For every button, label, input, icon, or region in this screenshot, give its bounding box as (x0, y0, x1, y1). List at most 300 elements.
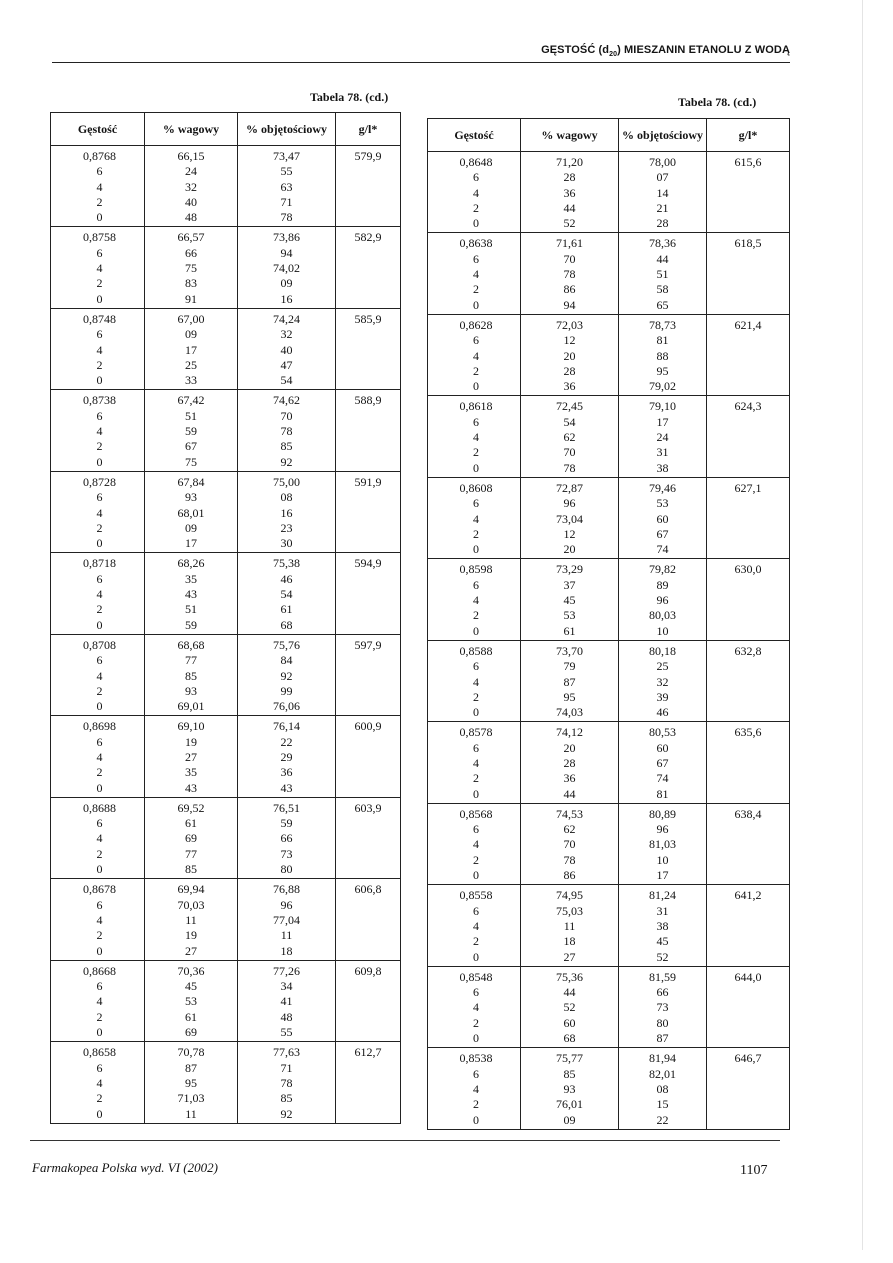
cell-value: 67,42 (177, 393, 205, 408)
column-header-density: Gęstość (51, 113, 145, 146)
cell-value: 52 (656, 949, 669, 964)
cell-value: 6 (96, 164, 103, 179)
cell-value: 618,5 (734, 236, 762, 251)
cell-value: 28 (563, 755, 576, 770)
cell-value: 28 (656, 216, 669, 231)
column-header-grams-per-litre: g/l* (336, 113, 401, 146)
grams-per-litre-cell (336, 146, 401, 227)
cell-value: 0,8568 (459, 806, 493, 821)
cell-value: 70 (280, 408, 293, 423)
cell-value: 80,03 (649, 608, 676, 623)
cell-value: 36 (280, 765, 293, 780)
cell-value: 78 (280, 210, 293, 225)
cell-value: 89 (656, 577, 669, 592)
cell-value: 6 (96, 1060, 103, 1075)
cell-value: 4 (473, 755, 479, 770)
cell-value: 0,8608 (459, 480, 493, 495)
cell-value: 74 (656, 542, 669, 557)
volume-percent-cell (238, 471, 336, 552)
cell-value: 597,9 (354, 637, 382, 652)
cell-value: 12 (563, 526, 576, 541)
table-row (428, 477, 790, 558)
cell-value: 71,61 (556, 236, 583, 251)
cell-value: 15 (656, 1097, 669, 1112)
cell-value: 95 (656, 363, 669, 378)
volume-percent-cell (619, 477, 707, 558)
cell-value: 66 (185, 245, 197, 260)
cell-value: 68,26 (177, 556, 205, 571)
cell-value: 20 (563, 348, 576, 363)
cell-value: 2 (473, 526, 479, 541)
column-header-volume-percent: % objętościowy (619, 119, 707, 152)
cell-value: 38 (656, 918, 669, 933)
weight-percent-cell (145, 716, 238, 797)
cell-value: 0 (473, 1112, 479, 1127)
cell-value: 18 (280, 943, 293, 958)
cell-value: 80,89 (649, 806, 676, 821)
cell-value: 79,82 (649, 562, 676, 577)
cell-value: 48 (280, 1009, 293, 1024)
table-row (428, 233, 790, 314)
cell-value: 61 (185, 816, 197, 831)
cell-value: 53 (563, 608, 576, 623)
cell-value: 6 (96, 734, 103, 749)
cell-value: 2 (473, 1015, 479, 1030)
cell-value: 2 (96, 765, 103, 780)
grams-per-litre-cell (707, 477, 790, 558)
cell-value: 85 (185, 668, 197, 683)
cell-value: 2 (473, 445, 479, 460)
cell-value: 45 (563, 593, 576, 608)
cell-value: 59 (185, 424, 197, 439)
cell-value: 73,04 (556, 511, 583, 526)
cell-value: 87 (185, 1060, 197, 1075)
weight-percent-cell (145, 471, 238, 552)
cell-value: 75,03 (556, 903, 583, 918)
cell-value: 36 (563, 379, 576, 394)
cell-value: 96 (563, 496, 576, 511)
cell-value: 2 (96, 602, 103, 617)
table-row (428, 559, 790, 640)
cell-value: 93 (563, 1081, 576, 1096)
cell-value: 47 (280, 357, 293, 372)
cell-value: 0,8598 (459, 562, 493, 577)
cell-value: 28 (563, 170, 576, 185)
cell-value: 69,01 (177, 699, 205, 714)
table-row (51, 960, 401, 1041)
weight-percent-cell (521, 152, 619, 233)
cell-value: 88 (656, 348, 669, 363)
cell-value: 72,03 (556, 317, 583, 332)
scan-edge (862, 0, 863, 1250)
cell-value: 61 (563, 623, 576, 638)
weight-percent-cell (145, 879, 238, 960)
density-cell (51, 960, 145, 1041)
cell-value: 17 (185, 536, 197, 551)
cell-value: 69 (185, 1025, 197, 1040)
cell-value: 0 (96, 373, 103, 388)
volume-percent-cell (619, 1048, 707, 1129)
density-cell (428, 966, 521, 1047)
cell-value: 0,8688 (83, 800, 116, 815)
cell-value: 4 (96, 424, 103, 439)
cell-value: 0,8678 (83, 882, 116, 897)
table-row (51, 1042, 401, 1123)
cell-value: 4 (96, 505, 103, 520)
weight-percent-cell (145, 390, 238, 471)
density-cell (428, 803, 521, 884)
cell-value: 27 (185, 943, 197, 958)
cell-value: 75,38 (273, 556, 300, 571)
weight-percent-cell (521, 477, 619, 558)
cell-value: 95 (563, 689, 576, 704)
cell-value: 0 (96, 454, 103, 469)
cell-value: 45 (185, 979, 197, 994)
cell-value: 0,8628 (459, 317, 493, 332)
cell-value: 6 (96, 571, 103, 586)
cell-value: 2 (473, 934, 479, 949)
cell-value: 81,24 (649, 888, 676, 903)
cell-value: 638,4 (734, 806, 762, 821)
density-cell (428, 314, 521, 395)
cell-value: 0 (473, 216, 479, 231)
cell-value: 0,8538 (459, 1051, 493, 1066)
grams-per-litre-cell (707, 803, 790, 884)
cell-value: 60 (563, 1015, 576, 1030)
cell-value: 45 (656, 934, 669, 949)
cell-value: 93 (185, 490, 197, 505)
cell-value: 32 (185, 179, 197, 194)
cell-value: 73 (656, 1000, 669, 1015)
table-row (51, 879, 401, 960)
cell-value: 60 (656, 511, 669, 526)
density-cell (428, 152, 521, 233)
cell-value: 44 (563, 786, 576, 801)
cell-value: 70 (563, 837, 576, 852)
volume-percent-cell (238, 390, 336, 471)
cell-value: 632,8 (734, 643, 762, 658)
cell-value: 67,84 (177, 474, 205, 489)
cell-value: 70,78 (177, 1045, 205, 1060)
weight-percent-cell (145, 797, 238, 878)
cell-value: 0,8758 (83, 230, 116, 245)
cell-value: 621,4 (734, 317, 762, 332)
cell-value: 10 (656, 852, 669, 867)
footer-rule (30, 1140, 780, 1141)
cell-value: 11 (185, 912, 197, 927)
cell-value: 67 (656, 755, 669, 770)
cell-value: 96 (656, 593, 669, 608)
grams-per-litre-cell (707, 396, 790, 477)
cell-value: 28 (563, 363, 576, 378)
cell-value: 46 (656, 705, 669, 720)
cell-value: 22 (656, 1112, 669, 1127)
cell-value: 24 (656, 430, 669, 445)
cell-value: 84 (280, 653, 293, 668)
table-row (51, 471, 401, 552)
volume-percent-cell (619, 640, 707, 721)
density-cell (428, 396, 521, 477)
cell-value: 96 (280, 897, 293, 912)
cell-value: 77,04 (273, 912, 300, 927)
cell-value: 52 (563, 1000, 576, 1015)
cell-value: 17 (656, 868, 669, 883)
cell-value: 0,8728 (83, 474, 116, 489)
cell-value: 70 (563, 445, 576, 460)
table-row (51, 146, 401, 227)
weight-percent-cell (521, 803, 619, 884)
cell-value: 31 (656, 903, 669, 918)
volume-percent-cell (619, 966, 707, 1047)
cell-value: 75 (185, 454, 197, 469)
cell-value: 6 (473, 903, 479, 918)
cell-value: 36 (563, 771, 576, 786)
cell-value: 6 (96, 653, 103, 668)
weight-percent-cell (145, 1042, 238, 1123)
cell-value: 2 (473, 1097, 479, 1112)
cell-value: 612,7 (354, 1045, 382, 1060)
cell-value: 29 (280, 749, 293, 764)
cell-value: 53 (185, 994, 197, 1009)
table-caption-left: Tabela 78. (cd.) (310, 90, 389, 104)
cell-value: 78 (563, 460, 576, 475)
cell-value: 0 (473, 460, 479, 475)
cell-value: 2 (96, 1091, 103, 1106)
table-row (428, 640, 790, 721)
cell-value: 73,47 (273, 149, 300, 163)
density-cell (51, 716, 145, 797)
cell-value: 27 (563, 949, 576, 964)
density-cell (51, 471, 145, 552)
weight-percent-cell (145, 227, 238, 308)
cell-value: 70,03 (177, 897, 205, 912)
cell-value: 0 (473, 623, 479, 638)
density-cell (428, 885, 521, 966)
table-row (428, 803, 790, 884)
cell-value: 91 (185, 291, 197, 306)
cell-value: 78,36 (649, 236, 676, 251)
page-number: 1107 (740, 1163, 768, 1178)
cell-value: 6 (473, 822, 479, 837)
cell-value: 43 (185, 780, 197, 795)
weight-percent-cell (521, 314, 619, 395)
cell-value: 4 (473, 1000, 479, 1015)
cell-value: 60 (656, 740, 669, 755)
table-row (428, 885, 790, 966)
table-row (428, 396, 790, 477)
table-row (428, 966, 790, 1047)
cell-value: 0 (96, 291, 103, 306)
cell-value: 2 (96, 846, 103, 861)
grams-per-litre-cell (707, 233, 790, 314)
volume-percent-cell (619, 314, 707, 395)
cell-value: 94 (563, 297, 576, 312)
cell-value: 35 (185, 571, 197, 586)
density-table-right (427, 118, 790, 1130)
cell-value: 2 (96, 357, 103, 372)
cell-value: 96 (656, 822, 669, 837)
cell-value: 4 (96, 587, 103, 602)
cell-value: 70 (563, 251, 576, 266)
grams-per-litre-cell (336, 797, 401, 878)
cell-value: 81,59 (649, 969, 676, 984)
density-cell (428, 722, 521, 803)
cell-value: 624,3 (734, 399, 762, 414)
cell-value: 09 (563, 1112, 576, 1127)
column-header-density: Gęstość (428, 119, 521, 152)
cell-value: 30 (280, 536, 293, 551)
cell-value: 85 (185, 862, 197, 877)
grams-per-litre-cell (707, 885, 790, 966)
cell-value: 39 (656, 689, 669, 704)
cell-value: 6 (473, 496, 479, 511)
cell-value: 74,95 (556, 888, 583, 903)
table-row (51, 716, 401, 797)
cell-value: 53 (656, 496, 669, 511)
column-header-volume-percent: % objętościowy (238, 113, 336, 146)
cell-value: 61 (185, 1009, 197, 1024)
table-row (428, 1048, 790, 1129)
volume-percent-cell (238, 553, 336, 634)
cell-value: 68 (280, 617, 293, 632)
cell-value: 0,8638 (459, 236, 493, 251)
cell-value: 43 (280, 780, 293, 795)
cell-value: 85 (280, 1091, 293, 1106)
density-cell (428, 233, 521, 314)
density-cell (51, 227, 145, 308)
cell-value: 76,88 (273, 882, 300, 897)
cell-value: 4 (96, 261, 103, 276)
cell-value: 85 (280, 439, 293, 454)
cell-value: 0 (96, 699, 103, 714)
cell-value: 31 (656, 445, 669, 460)
cell-value: 6 (473, 414, 479, 429)
cell-value: 6 (473, 577, 479, 592)
cell-value: 66,57 (177, 230, 205, 245)
cell-value: 78 (280, 424, 293, 439)
cell-value: 4 (96, 668, 103, 683)
cell-value: 68 (563, 1031, 576, 1046)
cell-value: 69 (185, 831, 197, 846)
cell-value: 76,01 (556, 1097, 583, 1112)
cell-value: 0,8658 (83, 1045, 116, 1060)
cell-value: 0 (96, 536, 103, 551)
table-row (428, 152, 790, 233)
cell-value: 62 (563, 822, 576, 837)
cell-value: 630,0 (734, 562, 762, 577)
cell-value: 81 (656, 786, 669, 801)
volume-percent-cell (619, 803, 707, 884)
cell-value: 69,52 (177, 800, 205, 815)
cell-value: 83 (185, 276, 197, 291)
cell-value: 77 (185, 653, 197, 668)
cell-value: 6 (473, 251, 479, 266)
cell-value: 19 (185, 928, 197, 943)
cell-value: 36 (563, 185, 576, 200)
cell-value: 34 (280, 979, 293, 994)
cell-value: 6 (96, 408, 103, 423)
cell-value: 0,8578 (459, 725, 493, 740)
cell-value: 24 (185, 164, 197, 179)
cell-value: 74,53 (556, 806, 583, 821)
density-cell (51, 146, 145, 227)
cell-value: 0,8618 (459, 399, 493, 414)
cell-value: 75,76 (273, 637, 300, 652)
grams-per-litre-cell (336, 716, 401, 797)
cell-value: 4 (96, 912, 103, 927)
footer-source: Farmakopea Polska wyd. VI (2002) (32, 1160, 218, 1175)
cell-value: 35 (185, 765, 197, 780)
cell-value: 582,9 (354, 230, 382, 245)
cell-value: 4 (473, 511, 479, 526)
cell-value: 635,6 (734, 725, 762, 740)
cell-value: 0,8588 (459, 643, 493, 658)
cell-value: 40 (280, 342, 293, 357)
cell-value: 6 (96, 816, 103, 831)
density-table-left (50, 112, 401, 1124)
cell-value: 08 (280, 490, 293, 505)
cell-value: 4 (473, 674, 479, 689)
column-header-weight-percent: % wagowy (521, 119, 619, 152)
cell-value: 74,24 (273, 311, 300, 326)
cell-value: 43 (185, 587, 197, 602)
weight-percent-cell (145, 960, 238, 1041)
cell-value: 79,10 (649, 399, 676, 414)
cell-value: 75,77 (556, 1051, 583, 1066)
cell-value: 17 (656, 414, 669, 429)
cell-value: 585,9 (354, 311, 382, 326)
weight-percent-cell (145, 634, 238, 715)
cell-value: 4 (473, 185, 479, 200)
weight-percent-cell (521, 233, 619, 314)
cell-value: 77,26 (273, 963, 300, 978)
cell-value: 80 (280, 862, 293, 877)
cell-value: 74,02 (273, 261, 300, 276)
cell-value: 6 (473, 1066, 479, 1081)
grams-per-litre-cell (336, 390, 401, 471)
cell-value: 4 (473, 267, 479, 282)
density-cell (428, 1048, 521, 1129)
cell-value: 81,03 (649, 837, 676, 852)
cell-value: 0,8718 (83, 556, 116, 571)
cell-value: 54 (280, 587, 293, 602)
volume-percent-cell (238, 1042, 336, 1123)
grams-per-litre-cell (336, 227, 401, 308)
cell-value: 20 (563, 740, 576, 755)
grams-per-litre-cell (707, 314, 790, 395)
weight-percent-cell (145, 308, 238, 389)
cell-value: 81 (656, 333, 669, 348)
cell-value: 71 (280, 1060, 293, 1075)
table-row (51, 797, 401, 878)
table-body (428, 152, 790, 1130)
cell-value: 46 (280, 571, 293, 586)
density-cell (428, 477, 521, 558)
cell-value: 641,2 (734, 888, 762, 903)
cell-value: 67 (185, 439, 197, 454)
cell-value: 14 (656, 185, 669, 200)
cell-value: 2 (96, 276, 103, 291)
cell-value: 2 (473, 852, 479, 867)
cell-value: 609,8 (354, 963, 382, 978)
cell-value: 78,73 (649, 317, 676, 332)
cell-value: 99 (280, 683, 293, 698)
column-header-weight-percent: % wagowy (145, 113, 238, 146)
cell-value: 4 (96, 749, 103, 764)
cell-value: 6 (96, 327, 103, 342)
cell-value: 09 (185, 520, 197, 535)
cell-value: 4 (96, 994, 103, 1009)
